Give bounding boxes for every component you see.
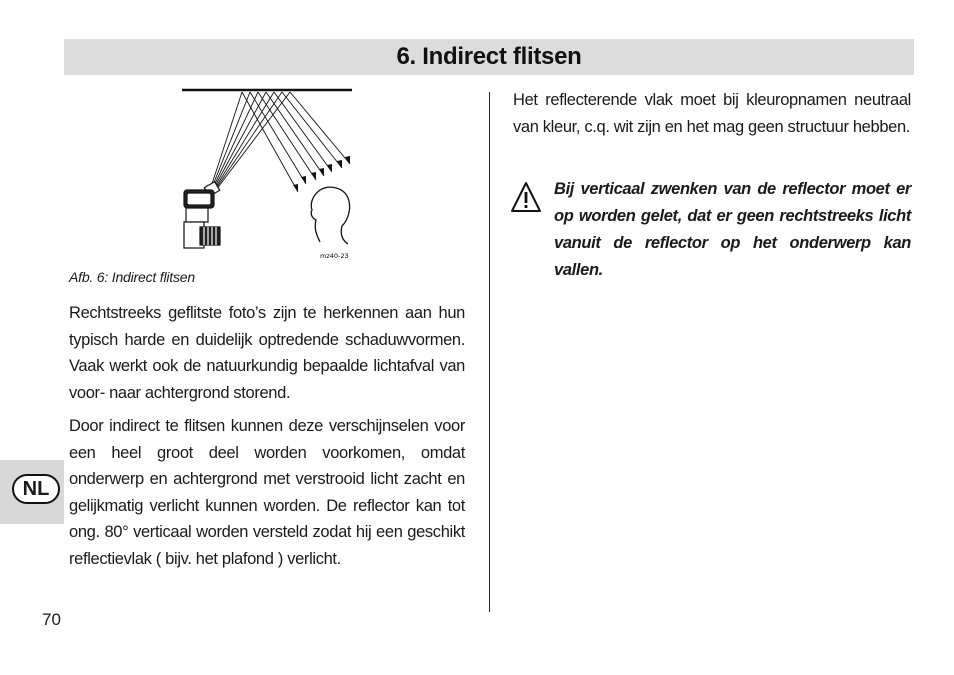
paragraph-reflective-surface: Het reflecterende vlak moet bij kleuropnamen neutraal van kleur, c.q. wit zijn en het mag geen structuur hebben. <box>513 91 911 136</box>
indirect-flash-figure <box>170 84 370 266</box>
page-number: 70 <box>42 610 61 629</box>
flash-unit <box>184 182 220 248</box>
ray-arrowheads <box>293 156 350 192</box>
figure-caption: Afb. 6: Indirect flitsen <box>69 269 195 285</box>
language-badge: NL <box>12 474 60 504</box>
page-title: 6. Indirect flitsen <box>396 43 582 70</box>
paragraph-indirect-flash: Door indirect te flitsen kunnen deze verschijnselen voor een heel groot deel worden voorkomen, omdat onderwerp en achtergrond met verstrooid licht zacht en gelijkmatig verlicht kunnen worden. De reflector kan tot ong. 80° verticaal worden versteld zodat hij een geschikt reflectievlak ( bijv. het plafond ) verlicht. <box>69 417 465 568</box>
warning-triangle-icon <box>510 181 542 213</box>
page-header <box>64 39 914 75</box>
figure-code: mz40-23 <box>320 252 349 260</box>
indirect-flash-diagram-icon <box>170 84 370 266</box>
warning-text: Bij verticaal zwenken van de reflector moet er op worden gelet, dat er geen rechtstreeks licht vanuit de reflector op het onderwerp kan vallen. <box>554 180 911 279</box>
paragraph-direct-flash: Rechtstreeks geflitste foto’s zijn te herkennen aan hun typisch harde en duidelijk optredende schaduwvormen. Vaak werkt ook de natuurkundig bepaalde lichtafval van voor- naar achtergrond storend. <box>69 304 465 402</box>
subject-head <box>311 187 349 244</box>
column-divider <box>489 92 490 612</box>
